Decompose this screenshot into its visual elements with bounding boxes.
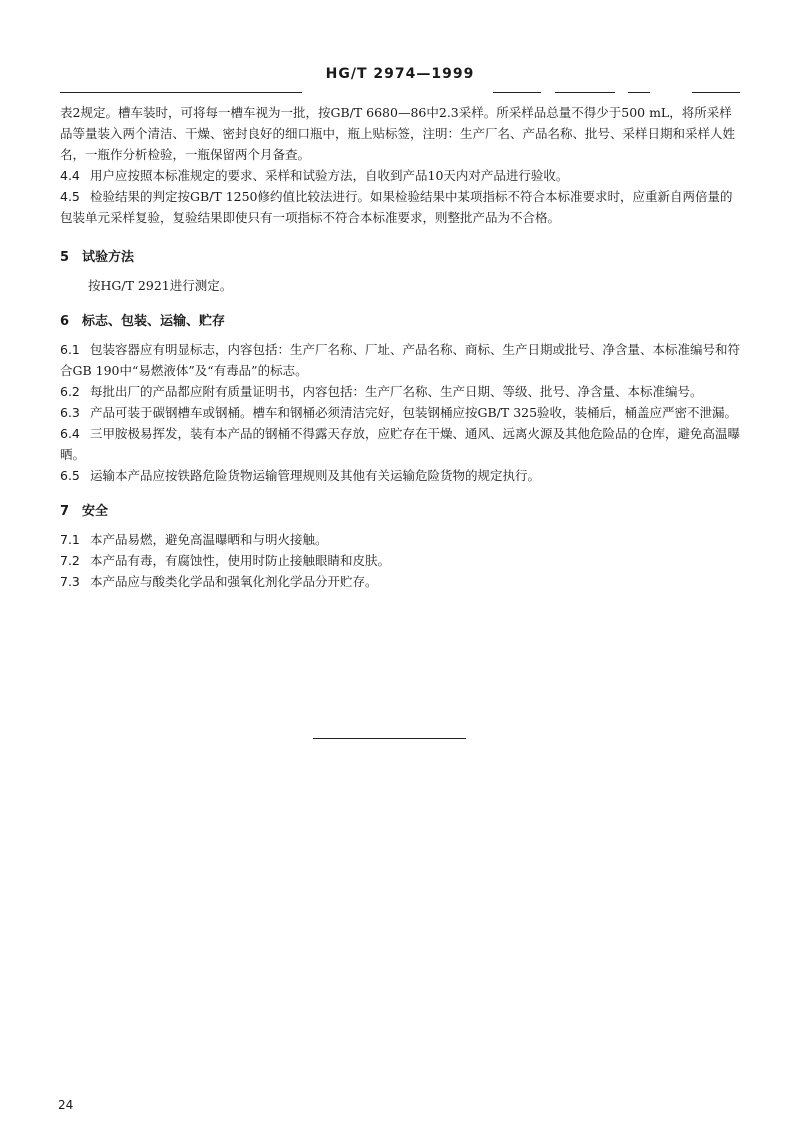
- section-7-heading: [60, 500, 740, 519]
- section-title: 试验方法: [82, 250, 135, 265]
- clause-text: 三甲胺极易挥发，装有本产品的钢桶不得露天存放，应贮存在干燥、通风、远离火源及其他危险品的仓库，避免高温曝晒。: [60, 426, 741, 462]
- clause-number: 4.5: [60, 189, 80, 204]
- header-rule-right-3: [628, 92, 650, 93]
- clause-text: 用户应按照本标准规定的要求、采样和试验方法，自收到产品10天内对产品进行验收。: [90, 168, 569, 183]
- end-of-document-rule: [313, 738, 466, 739]
- clause-7-1: [60, 529, 740, 550]
- clause-number: 6.4: [60, 426, 80, 441]
- document-body: [60, 102, 740, 592]
- clause-number: 6.1: [60, 342, 80, 357]
- section-5-heading: [60, 246, 740, 265]
- section-title: 安全: [82, 504, 109, 519]
- clause-number: 7.2: [60, 553, 80, 568]
- clause-7-3: [60, 571, 740, 592]
- clause-text: 每批出厂的产品都应附有质量证明书，内容包括：生产厂名称、生产日期、等级、批号、净含量、本标准编号。: [90, 384, 703, 399]
- clause-text: 本产品有毒，有腐蚀性，使用时防止接触眼睛和皮肤。: [90, 553, 391, 568]
- clause-text: 包装容器应有明显标志，内容包括：生产厂名称、厂址、产品名称、商标、生产日期或批号、净含量、本标准编号和符合GB 190中“易燃液体”及“有毒品”的标志。: [60, 342, 741, 378]
- header-rule-right-1: [493, 92, 541, 93]
- clause-4-5: [60, 186, 740, 228]
- clause-number: 7.1: [60, 532, 80, 547]
- clause-number: 7.3: [60, 574, 80, 589]
- section-number: 7: [60, 504, 70, 519]
- clause-number: 6.2: [60, 384, 80, 399]
- clause-number: 6.3: [60, 405, 80, 420]
- header-rule-right-2: [555, 92, 615, 93]
- clause-6-5: [60, 465, 740, 486]
- clause-text: 产品可装于碳钢槽车或钢桶。槽车和钢桶必须清洁完好，包装钢桶应按GB/T 325验收，装桶后，桶盖应严密不泄漏。: [90, 405, 738, 420]
- clause-number: 4.4: [60, 168, 80, 183]
- clause-number: 6.5: [60, 468, 80, 483]
- intro-paragraph: 表2规定。槽车装时，可将每一槽车视为一批，按GB/T 6680—86中2.3采样。所采样品总量不得少于500 mL，将所采样品等量装入两个清洁、干燥、密封良好的细口瓶中，瓶上贴标签，注明：生产厂名、产品名称、批号、采样日期和采样人姓名，一瓶作分析检验，一瓶保留两个月备查。: [60, 105, 736, 162]
- clause-6-4: [60, 423, 740, 465]
- clause-6-3: [60, 402, 740, 423]
- clause-text: 运输本产品应按铁路危险货物运输管理规则及其他有关运输危险货物的规定执行。: [90, 468, 541, 483]
- section-5-body: 按HG/T 2921进行测定。: [88, 278, 233, 293]
- page-number: 24: [58, 1098, 74, 1112]
- section-number: 6: [60, 314, 70, 329]
- clause-4-4: [60, 165, 740, 186]
- section-number: 5: [60, 250, 70, 265]
- section-title: 标志、包装、运输、贮存: [82, 314, 226, 329]
- section-6-heading: [60, 310, 740, 329]
- header-rule-left: [60, 92, 302, 93]
- clause-text: 本产品易燃，避免高温曝晒和与明火接触。: [90, 532, 328, 547]
- clause-text: 本产品应与酸类化学品和强氧化剂化学品分开贮存。: [90, 574, 378, 589]
- header-title: HG/T 2974—1999: [325, 66, 475, 82]
- header-rule-right-4: [692, 92, 740, 93]
- clause-6-1: [60, 339, 740, 381]
- clause-6-2: [60, 381, 740, 402]
- clause-text: 检验结果的判定按GB/T 1250修约值比较法进行。如果检验结果中某项指标不符合本标准要求时，应重新自两倍量的包装单元采样复验，复验结果即使只有一项指标不符合本标准要求，则整批产品为不合格。: [60, 189, 733, 225]
- clause-7-2: [60, 550, 740, 571]
